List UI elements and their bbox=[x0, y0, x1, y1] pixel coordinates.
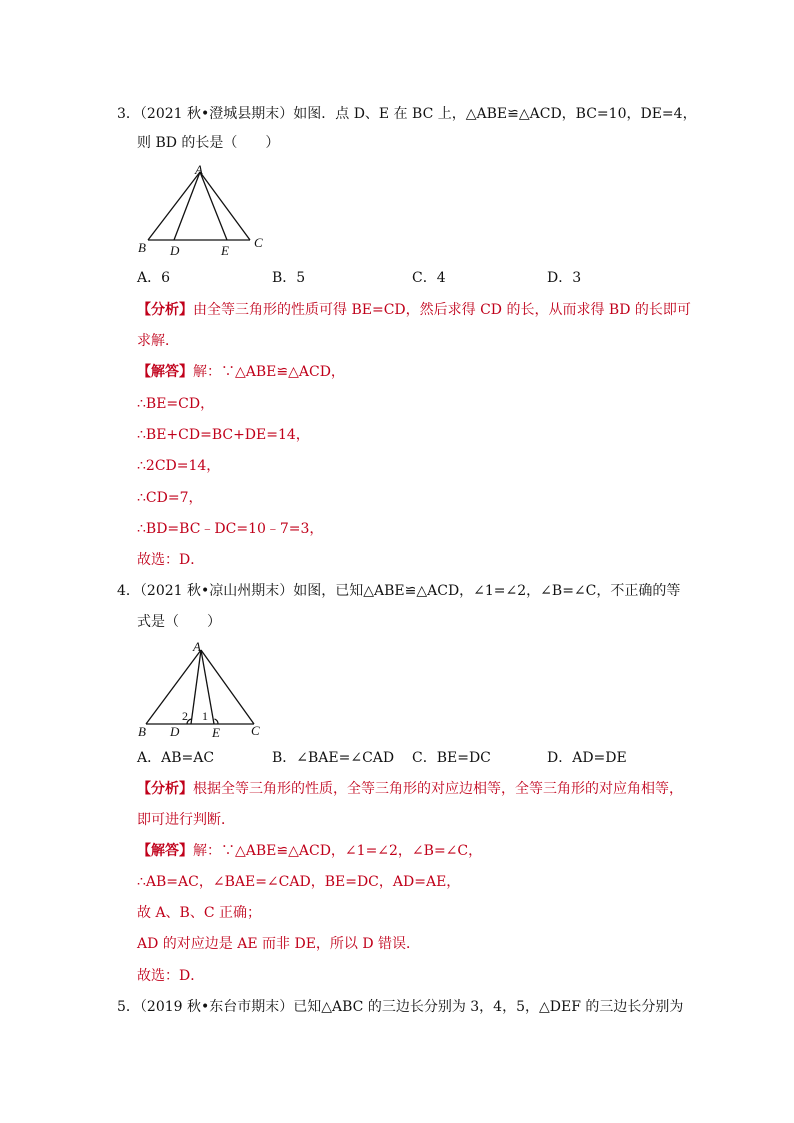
q4-solution-tag: 【解答】 bbox=[137, 843, 193, 859]
q5-stem-line1: 5．（2019 秋•东台市期末）已知△ABC 的三边长分别为 3，4，5，△DEF 的三边长分别为 bbox=[117, 999, 684, 1015]
q3-solution-tag: 【解答】 bbox=[137, 364, 193, 380]
q4-option-c: C．BE=DC bbox=[412, 750, 491, 766]
q4-label-angle-2: 2 bbox=[182, 709, 188, 723]
q3-analysis-line1: 【分析】由全等三角形的性质可得 BE=CD，然后求得 CD 的长，从而求得 BD 的长即可 bbox=[137, 302, 691, 318]
q4-option-a: A．AB=AC bbox=[137, 750, 215, 766]
q4-analysis-line2: 即可进行判断． bbox=[137, 812, 235, 828]
q3-analysis-line2: 求解． bbox=[137, 333, 179, 349]
q4-stem-line1: 4．（2021 秋•凉山州期末）如图，已知△ABE≌△ACD，∠1=∠2，∠B=∠C，不正确的等 bbox=[117, 583, 681, 599]
q3-step-3: ∴2CD=14， bbox=[137, 458, 221, 474]
q4-stem-line2: 式是（ ） bbox=[137, 614, 221, 630]
q3-solution-line1: 【解答】解：∵△ABE≌△ACD， bbox=[137, 364, 345, 380]
q3-label-c: C bbox=[254, 235, 263, 250]
q3-analysis-tag: 【分析】 bbox=[137, 302, 193, 318]
q3-label-a: A bbox=[195, 162, 203, 177]
q4-option-d: D．AD=DE bbox=[547, 750, 627, 766]
q4-analysis-line1: 【分析】根据全等三角形的性质，全等三角形的对应边相等，全等三角形的对应角相等， bbox=[137, 781, 683, 797]
q4-solution-line1: 【解答】解：∵△ABE≌△ACD，∠1=∠2，∠B=∠C， bbox=[137, 843, 483, 859]
q4-step-3: AD 的对应边是 AE 而非 DE，所以 D 错误． bbox=[137, 936, 421, 952]
q4-answer: 故选：D． bbox=[137, 968, 205, 984]
q4-label-e: E bbox=[212, 725, 220, 740]
q3-step-5: ∴BD=BC﹣DC=10﹣7=3， bbox=[137, 521, 324, 537]
q4-label-b: B bbox=[138, 724, 146, 739]
q4-analysis-tag: 【分析】 bbox=[137, 781, 193, 797]
q3-label-b: B bbox=[138, 240, 146, 255]
q4-label-d: D bbox=[170, 724, 180, 739]
q3-label-e: E bbox=[221, 243, 229, 258]
q4-step-2: 故 A、B、C 正确； bbox=[137, 905, 262, 921]
q3-option-a: A．6 bbox=[137, 270, 171, 286]
q4-label-angle-1: 1 bbox=[202, 709, 208, 723]
q4-triangle-figure bbox=[130, 638, 280, 738]
q3-option-d: D．3 bbox=[547, 270, 582, 286]
q3-step-2: ∴BE+CD=BC+DE=14， bbox=[137, 427, 310, 443]
q3-option-c: C．4 bbox=[412, 270, 446, 286]
q3-stem-line2: 则 BD 的长是（ ） bbox=[137, 135, 280, 151]
q3-answer: 故选：D． bbox=[137, 552, 205, 568]
q4-option-b: B．∠BAE=∠CAD bbox=[272, 750, 395, 766]
q3-step-4: ∴CD=7， bbox=[137, 490, 203, 506]
q3-triangle-figure bbox=[130, 160, 280, 260]
q3-option-b: B．5 bbox=[272, 270, 306, 286]
q4-step-1: ∴AB=AC，∠BAE=∠CAD，BE=DC，AD=AE， bbox=[137, 874, 461, 890]
q3-label-d: D bbox=[170, 243, 180, 258]
q3-stem-line1: 3．（2021 秋•澄城县期末）如图．点 D、E 在 BC 上，△ABE≌△ACD，BC=10，DE=4， bbox=[117, 106, 697, 122]
q3-step-1: ∴BE=CD， bbox=[137, 396, 215, 412]
q4-label-c: C bbox=[251, 723, 260, 738]
q4-label-a: A bbox=[193, 639, 201, 654]
